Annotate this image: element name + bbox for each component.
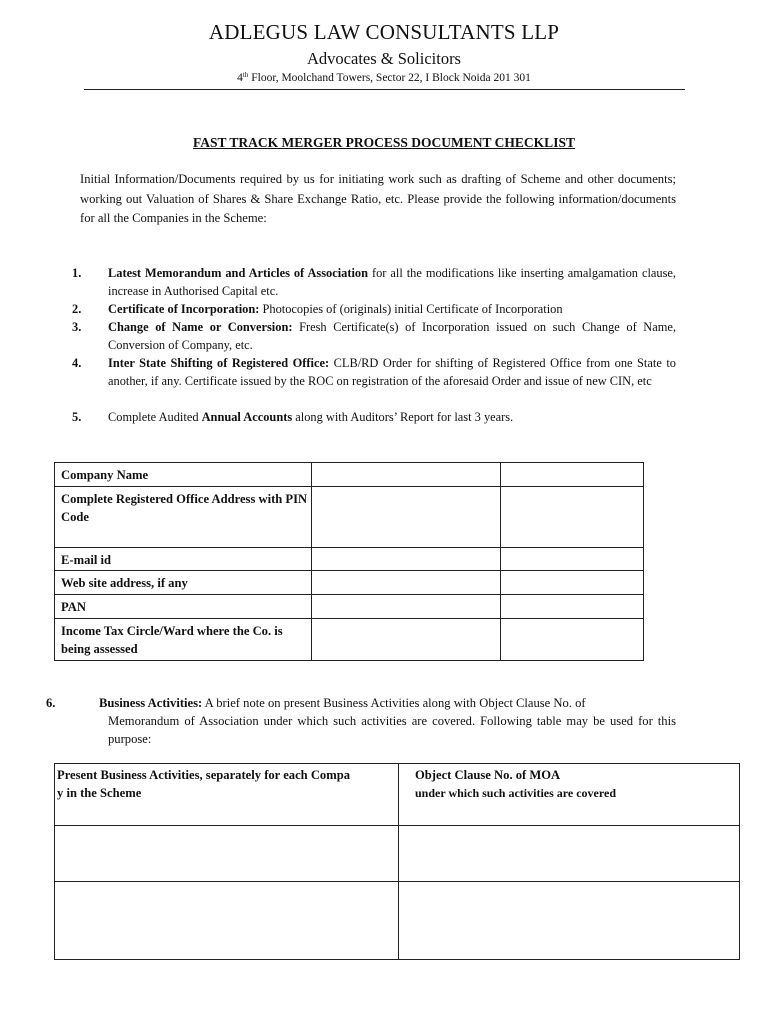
firm-subtitle: Advocates & Solicitors: [307, 49, 461, 68]
row-label: E-mail id: [55, 548, 312, 571]
header-line: Object Clause No. of MOA: [415, 768, 561, 782]
table-row: [55, 548, 644, 571]
checklist-number: 4.: [72, 356, 82, 370]
header-line: under which such activities are covered: [415, 786, 616, 800]
checklist-item-heading: Latest Memorandum and Articles of Association: [108, 266, 369, 280]
checklist-item-text: Photocopies of (originals) initial Certificate of Incorporation: [259, 302, 563, 316]
row-label: Company Name: [55, 463, 312, 487]
activity-cell[interactable]: [55, 882, 399, 960]
value-cell[interactable]: [312, 595, 501, 619]
table-row: [55, 619, 644, 661]
document-title: FAST TRACK MERGER PROCESS DOCUMENT CHECKLIST: [193, 135, 575, 150]
value-cell[interactable]: [312, 548, 501, 571]
table-row: [55, 571, 644, 595]
value-cell[interactable]: [312, 571, 501, 595]
table-header-row: [55, 764, 740, 826]
row-label: Income Tax Circle/Ward where the Co. is being assessed: [55, 619, 312, 661]
table-row: [55, 595, 644, 619]
company-details-table: [54, 462, 644, 661]
address-rest: Floor, Moolchand Towers, Sector 22, I Block Noida 201 301: [248, 72, 531, 84]
col-header-activities: [55, 764, 399, 826]
value-cell[interactable]: [501, 487, 644, 548]
address-floor-number: 4: [237, 72, 243, 84]
table-row: [55, 826, 740, 882]
checklist-item: [108, 300, 676, 318]
value-cell[interactable]: [501, 463, 644, 487]
business-activities-table: [54, 763, 740, 960]
address-floor-suffix: th: [242, 71, 249, 79]
checklist-item: [108, 354, 676, 390]
col-header-object-clause: [399, 764, 740, 826]
row-label: Web site address, if any: [55, 571, 312, 595]
item6-continuation: Memorandum of Association under which such activities are covered. Following table may be used for this purpose:: [108, 714, 676, 746]
checklist-item-heading: Inter State Shifting of Registered Office:: [108, 356, 330, 370]
item6-first-line: A brief note on present Business Activities along with Object Clause No. of: [202, 696, 586, 710]
value-cell[interactable]: [501, 548, 644, 571]
letterhead-divider: [84, 89, 685, 90]
table-row: [55, 463, 644, 487]
checklist-number: 1.: [72, 266, 82, 280]
firm-name: ADLEGUS LAW CONSULTANTS LLP: [208, 20, 560, 44]
header-line: y in the Scheme: [57, 786, 142, 800]
intro-paragraph: Initial Information/Documents required by us for initiating work such as drafting of Scheme and other documents; working out Valuation of Shares & Share Exchange Ratio, etc. Please provide the following information/documents for all the Companies in the Scheme:: [80, 172, 676, 225]
value-cell[interactable]: [501, 571, 644, 595]
checklist-item-text: CLB/RD Order for shifting of Registered Office from one State to another, if any. Certificate issued by the ROC on registration of the aforesaid Order and issue of new CIN, etc: [108, 356, 676, 388]
row-label: PAN: [55, 595, 312, 619]
object-clause-cell[interactable]: [399, 826, 740, 882]
value-cell[interactable]: [501, 619, 644, 661]
checklist-item: [108, 264, 676, 300]
value-cell[interactable]: [312, 463, 501, 487]
header-line: Present Business Activities, separately for each Compa: [57, 768, 351, 782]
value-cell[interactable]: [312, 487, 501, 548]
activity-cell[interactable]: [55, 826, 399, 882]
checklist-item-heading: Change of Name or Conversion:: [108, 320, 293, 334]
item6-number: 6.: [46, 696, 56, 710]
checklist-item: [108, 318, 676, 354]
checklist-item-heading: Certificate of Incorporation:: [108, 302, 260, 316]
firm-address: [0, 71, 768, 84]
row-label: Complete Registered Office Address with PIN Code: [55, 487, 312, 548]
checklist-number: 5.: [72, 410, 82, 424]
checklist-item: [108, 408, 676, 426]
item6-heading: Business Activities:: [99, 696, 203, 710]
value-cell[interactable]: [312, 619, 501, 661]
checklist-item-text: for all the modifications like inserting amalgamation clause, increase in Authorised Capital etc.: [108, 266, 676, 298]
table-row: [55, 882, 740, 960]
table-row: [55, 487, 644, 548]
object-clause-cell[interactable]: [399, 882, 740, 960]
checklist-number: 3.: [72, 320, 82, 334]
item6-paragraph: [99, 694, 676, 748]
checklist-item-text: along with Auditors’ Report for last 3 years.: [292, 410, 514, 424]
checklist-item-pretext: Complete Audited: [108, 410, 202, 424]
checklist-item-heading: Annual Accounts: [201, 410, 293, 424]
checklist-item-text: Fresh Certificate(s) of Incorporation issued on such Change of Name, Conversion of Company, etc.: [108, 320, 676, 352]
checklist-number: 2.: [72, 302, 82, 316]
value-cell[interactable]: [501, 595, 644, 619]
